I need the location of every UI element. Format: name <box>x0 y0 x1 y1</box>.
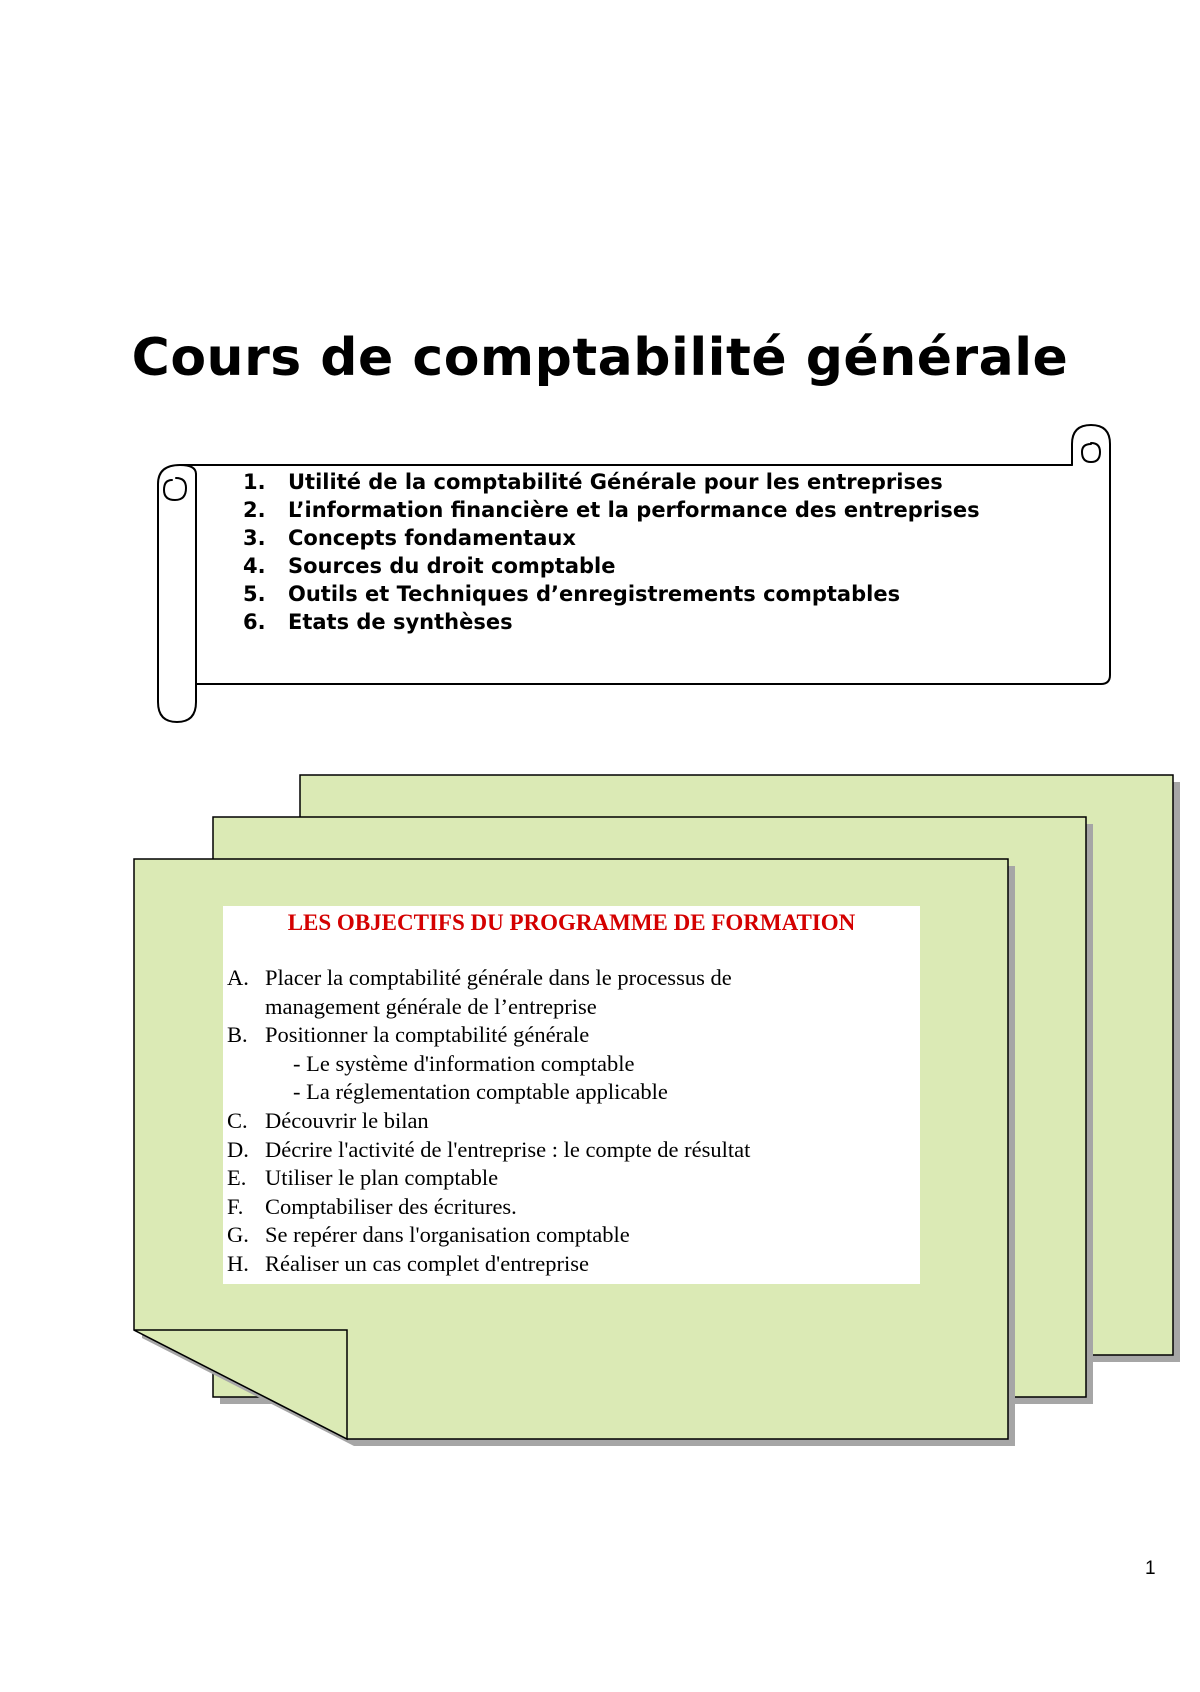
list-item: 3. Concepts fondamentaux <box>243 526 576 550</box>
list-item: C. Découvrir le bilan <box>227 1107 429 1133</box>
page-number: 1 <box>1145 1558 1156 1579</box>
objectives-box <box>223 906 920 1284</box>
list-item: A. Placer la comptabilité générale dans le processus de <box>227 965 732 990</box>
objectives-list <box>227 964 750 1279</box>
list-item: 4. Sources du droit comptable <box>243 554 616 578</box>
folded-corner <box>134 1330 347 1439</box>
list-item: 5. Outils et Techniques d’enregistrements comptables <box>243 582 901 606</box>
list-item: E. Utiliser le plan comptable <box>227 1165 499 1191</box>
list-item: 6. Etats de synthèses <box>243 610 513 634</box>
list-item: D. Décrire l'activité de l'entreprise : le compte de résultat <box>227 1136 751 1162</box>
list-subitem: - Le système d'information comptable <box>293 1050 635 1076</box>
list-item-continuation: management générale de l’entreprise <box>265 993 597 1019</box>
list-item: G. Se repérer dans l'organisation comptable <box>227 1222 630 1248</box>
page-title: Cours de comptabilité générale <box>131 328 1069 388</box>
list-item: 1. Utilité de la comptabilité Générale pour les entreprises <box>243 470 943 494</box>
list-item: 2. L’information financière et la performance des entreprises <box>243 498 980 522</box>
objectives-title: LES OBJECTIFS DU PROGRAMME DE FORMATION <box>287 910 856 935</box>
list-item: F. Comptabiliser des écritures. <box>227 1193 517 1219</box>
list-item: B. Positionner la comptabilité générale <box>227 1022 590 1048</box>
list-subitem: - La réglementation comptable applicable <box>293 1079 668 1105</box>
list-item: H. Réaliser un cas complet d'entreprise <box>227 1250 589 1276</box>
